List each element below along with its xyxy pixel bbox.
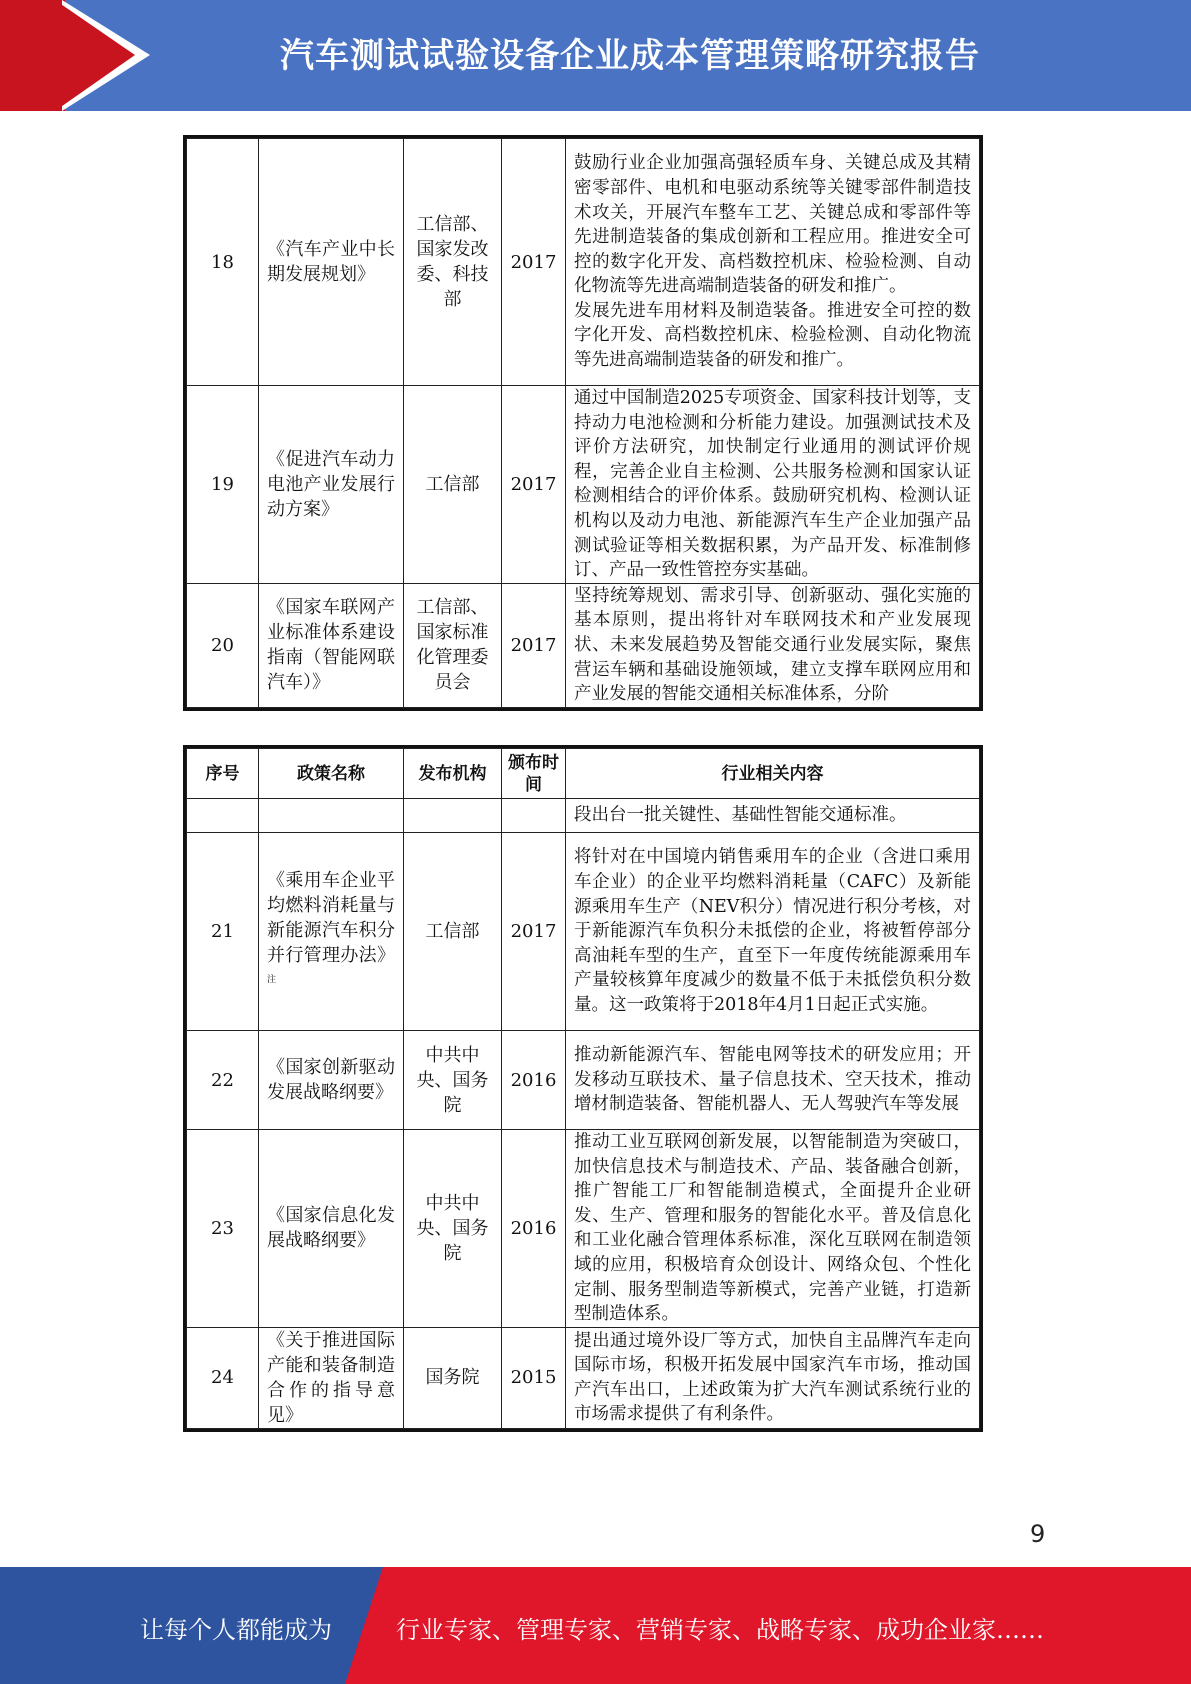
table-header-row: [187, 749, 980, 799]
footer-slogan-left: 让每个人都能成为: [140, 1616, 332, 1644]
issue-year: 2015: [502, 1327, 566, 1428]
header-issue-year: 颁布时间: [502, 749, 566, 799]
row-number: 20: [187, 583, 259, 707]
table-row: [187, 1031, 980, 1130]
issuing-org: 工信部: [404, 386, 502, 584]
row-number: 23: [187, 1130, 259, 1328]
header-content: 行业相关内容: [566, 749, 980, 799]
table-row-continuation: [187, 799, 980, 833]
policy-content: 推动新能源汽车、智能电网等技术的研发应用；开发移动互联技术、量子信息技术、空天技术，推动增材制造装备、智能机器人、无人驾驶汽车等发展: [566, 1031, 980, 1130]
table-row: [187, 386, 980, 584]
issue-year: 2017: [502, 386, 566, 584]
policy-name-text: 《乘用车企业平均燃料消耗量与新能源汽车积分并行管理办法》: [267, 869, 395, 966]
table-row: [187, 583, 980, 707]
issuing-org: 国务院: [404, 1327, 502, 1428]
policy-content: 坚持统筹规划、需求引导、创新驱动、强化实施的基本原则，提出将针对车联网技术和产业发展现状、未来发展趋势及智能交通行业发展实际，聚焦营运车辆和基础设施领域，建立支撑车联网应用和产业发展的智能交通相关标准体系，分阶: [566, 583, 980, 707]
issuing-org: 工信部、国家标准化管理委员会: [404, 583, 502, 707]
footer-slogan-right: 行业专家、管理专家、营销专家、战略专家、成功企业家……: [396, 1616, 1044, 1644]
issue-year: 2017: [502, 833, 566, 1031]
header-serial: 序号: [187, 749, 259, 799]
policy-name: 《汽车产业中长期发展规划》: [259, 139, 404, 386]
row-number: 21: [187, 833, 259, 1031]
table-row: [187, 139, 980, 386]
report-title: 汽车测试试验设备企业成本管理策略研究报告: [280, 36, 980, 76]
footnote-marker: 注: [267, 974, 277, 985]
row-number: 24: [187, 1327, 259, 1428]
policy-content-continuation: 段出台一批关键性、基础性智能交通标准。: [566, 799, 980, 833]
issue-year: 2017: [502, 139, 566, 386]
policy-content-paragraph: 发展先进车用材料及制造装备。推进安全可控的数字化开发、高档数控机床、检验检测、自动化物流等先进高端制造装备的研发和推广。: [574, 300, 971, 371]
policy-content-paragraph: 鼓励行业企业加强高强轻质车身、关键总成及其精密零部件、电机和电驱动系统等关键零部件制造技术攻关，开展汽车整车工艺、关键总成和零部件等先进制造装备的集成创新和工程应用。推进安全可控的数字化开发、高档数控机床、检验检测、自动化物流等先进高端制造装备的研发和推广。: [574, 153, 971, 297]
header-chevron-red: [55, 0, 135, 111]
issuing-org: 中共中央、国务院: [404, 1031, 502, 1130]
issue-year: 2017: [502, 583, 566, 707]
policy-content: 将针对在中国境内销售乘用车的企业（含进口乘用车企业）的企业平均燃料消耗量（CAFC）及新能源乘用车生产（NEV积分）情况进行积分考核，对于新能源汽车负积分未抵偿的企业，将被暂停部分高油耗车型的生产，直至下一年度传统能源乘用车产量较核算年度减少的数量不低于未抵偿负积分数量。这一政策将于2018年4月1日起正式实施。: [566, 833, 980, 1031]
issuing-org: 工信部、国家发改委、科技部: [404, 139, 502, 386]
issuing-org: 中共中央、国务院: [404, 1130, 502, 1328]
policy-table-1: [186, 138, 980, 708]
policy-content: 提出通过境外设厂等方式，加快自主品牌汽车走向国际市场，积极开拓发展中国家汽车市场，推动国产汽车出口，上述政策为扩大汽车测试系统行业的市场需求提供了有利条件。: [566, 1327, 980, 1428]
table-row: [187, 833, 980, 1031]
policy-name: 《关于推进国际产能和装备制造合作的指导意见》: [259, 1327, 404, 1428]
empty-cell: [259, 799, 404, 833]
policy-name: 《国家车联网产业标准体系建设指南（智能网联汽车）》: [259, 583, 404, 707]
empty-cell: [502, 799, 566, 833]
page-number: 9: [1030, 1520, 1046, 1548]
row-number: 22: [187, 1031, 259, 1130]
policy-name: 《促进汽车动力电池产业发展行动方案》: [259, 386, 404, 584]
policy-name: [259, 833, 404, 1031]
table-row: [187, 1327, 980, 1428]
empty-cell: [187, 799, 259, 833]
policy-content: 推动工业互联网创新发展，以智能制造为突破口，加快信息技术与制造技术、产品、装备融合创新，推广智能工厂和智能制造模式，全面提升企业研发、生产、管理和服务的智能化水平。普及信息化和工业化融合管理体系标准，深化互联网在制造领域的应用，积极培育众创设计、网络众包、个性化定制、服务型制造等新模式，完善产业链，打造新型制造体系。: [566, 1130, 980, 1328]
policy-content: [566, 139, 980, 386]
header-policy-name: 政策名称: [259, 749, 404, 799]
policy-content: 通过中国制造2025专项资金、国家科技计划等，支持动力电池检测和分析能力建设。加强测试技术及评价方法研究，加快制定行业通用的测试评价规程，完善企业自主检测、公共服务检测和国家认证检测相结合的评价体系。鼓励研究机构、检测认证机构以及动力电池、新能源汽车生产企业加强产品测试验证等相关数据积累，为产品开发、标准制修订、产品一致性管控夯实基础。: [566, 386, 980, 584]
header-issuing-org: 发布机构: [404, 749, 502, 799]
table-row: [187, 1130, 980, 1328]
issue-year: 2016: [502, 1130, 566, 1328]
empty-cell: [404, 799, 502, 833]
policy-name: 《国家创新驱动发展战略纲要》: [259, 1031, 404, 1130]
policy-table-2: [186, 748, 980, 1429]
issue-year: 2016: [502, 1031, 566, 1130]
issuing-org: 工信部: [404, 833, 502, 1031]
row-number: 18: [187, 139, 259, 386]
policy-name: 《国家信息化发展战略纲要》: [259, 1130, 404, 1328]
row-number: 19: [187, 386, 259, 584]
header-bar: [0, 0, 1191, 111]
